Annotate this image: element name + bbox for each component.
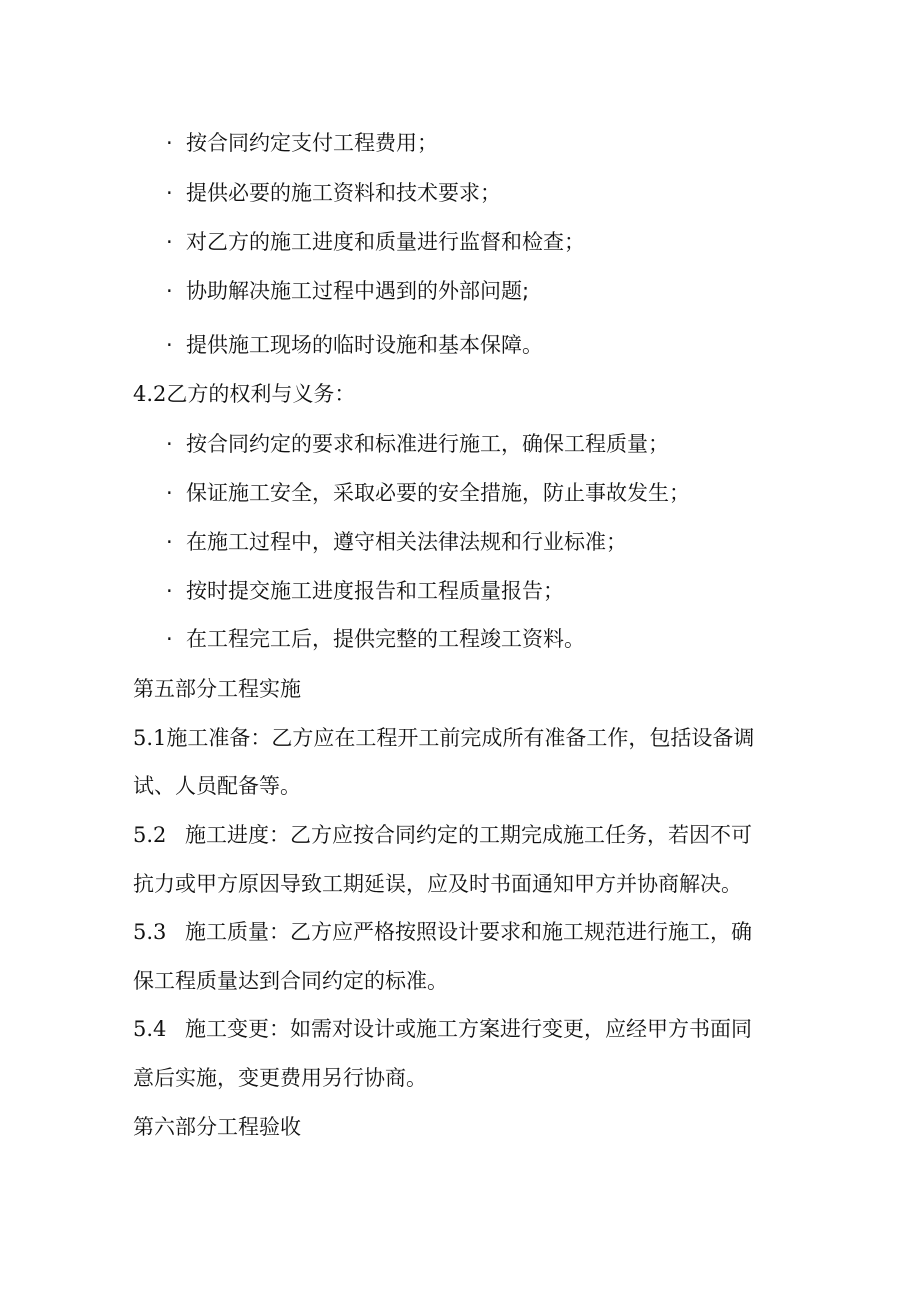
clause-5-4-line2: 意后实施，变更费用另行协商。 <box>133 1066 427 1090</box>
bullet-text: 提供必要的施工资料和技术要求； <box>186 181 501 205</box>
bullet-item <box>166 575 564 605</box>
section-title: 乙方的权利与义务： <box>166 382 356 406</box>
bullet-text: 对乙方的施工进度和质量进行监督和检查； <box>186 230 585 254</box>
section-number: 4.2 <box>133 382 167 406</box>
bullet-text: 按合同约定的要求和标准进行施工，确保工程质量； <box>186 432 669 456</box>
bullet-item <box>166 526 627 556</box>
bullet-item <box>166 127 438 157</box>
part-heading-6: 第六部分工程验收 <box>133 1115 301 1139</box>
clause-number: 5.3 <box>133 920 167 944</box>
clause-text: 施工准备：乙方应在工程开工前完成所有准备工作，包括设备调 <box>166 726 755 750</box>
bullet-dot: · <box>166 432 173 456</box>
bullet-item <box>166 226 585 256</box>
section-heading-4-2 <box>133 378 355 408</box>
clause-5-2-line1 <box>133 819 752 849</box>
clause-5-1-line1 <box>133 722 754 752</box>
bullet-dot: · <box>166 131 173 155</box>
bullet-item <box>166 177 501 207</box>
bullet-text: 按合同约定支付工程费用； <box>186 131 438 155</box>
bullet-dot: · <box>166 230 173 254</box>
clause-text: 施工变更：如需对设计或施工方案进行变更，应经甲方书面同 <box>185 1017 752 1041</box>
bullet-text: 在工程完工后，提供完整的工程竣工资料。 <box>186 627 585 651</box>
bullet-item <box>166 428 669 458</box>
clause-5-1-line2: 试、人员配备等。 <box>133 774 301 798</box>
bullet-text: 保证施工安全，采取必要的安全措施，防止事故发生； <box>186 481 690 505</box>
bullet-dot: · <box>166 481 173 505</box>
bullet-text: 在施工过程中，遵守相关法律法规和行业标准； <box>186 530 627 554</box>
bullet-item <box>166 623 585 653</box>
bullet-dot: · <box>166 579 173 603</box>
bullet-item <box>166 329 543 359</box>
bullet-dot: · <box>166 181 173 205</box>
bullet-item <box>166 477 690 507</box>
clause-number: 5.1 <box>133 726 167 750</box>
clause-5-2-line2: 抗力或甲方原因导致工期延误，应及时书面通知甲方并协商解决。 <box>133 872 742 896</box>
bullet-text: 协助解决施工过程中遇到的外部问题; <box>186 279 530 303</box>
bullet-dot: · <box>166 530 173 554</box>
clause-5-3-line2: 保工程质量达到合同约定的标准。 <box>133 969 448 993</box>
clause-5-4-line1 <box>133 1013 752 1043</box>
bullet-dot: · <box>166 279 173 303</box>
clause-5-3-line1 <box>133 916 752 946</box>
part-heading-5: 第五部分工程实施 <box>133 677 301 701</box>
clause-text: 施工质量：乙方应严格按照设计要求和施工规范进行施工，确 <box>185 920 752 944</box>
clause-text: 施工进度：乙方应按合同约定的工期完成施工任务，若因不可 <box>185 823 752 847</box>
bullet-text: 按时提交施工进度报告和工程质量报告； <box>186 579 564 603</box>
clause-number: 5.4 <box>133 1017 167 1041</box>
bullet-dot: · <box>166 333 173 357</box>
clause-number: 5.2 <box>133 823 167 847</box>
bullet-text: 提供施工现场的临时设施和基本保障。 <box>186 333 543 357</box>
bullet-item <box>166 275 529 305</box>
bullet-dot: · <box>166 627 173 651</box>
